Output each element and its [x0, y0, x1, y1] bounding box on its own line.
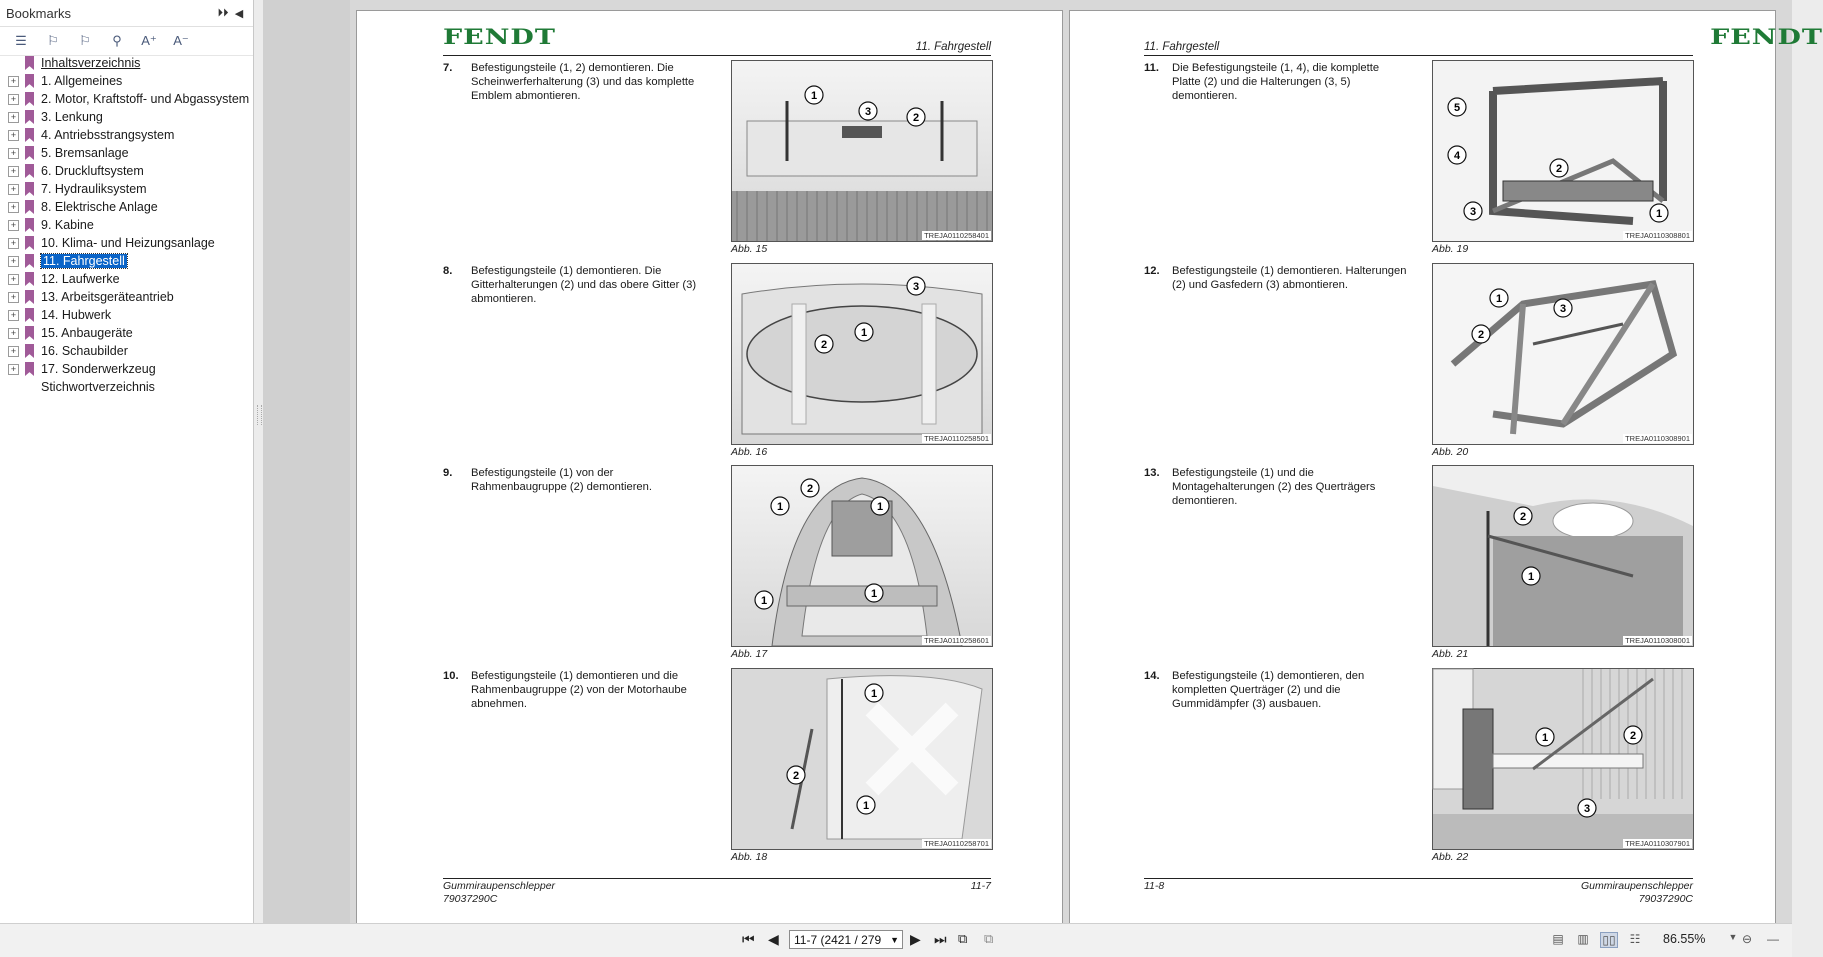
- footer-partno: 79037290C: [1638, 893, 1693, 905]
- step-number: 12.: [1144, 264, 1160, 277]
- figure-illustration: [1433, 466, 1693, 646]
- bookmark-label: Inhaltsverzeichnis: [41, 56, 141, 70]
- page-number-value: 11-7 (2421 / 279: [794, 933, 882, 947]
- zoom-dropdown-icon[interactable]: ▼: [1728, 932, 1738, 942]
- figure: [1432, 60, 1694, 242]
- next-page-icon[interactable]: ▶: [910, 931, 921, 947]
- footer-page-number: 11-8: [1144, 880, 1165, 892]
- callout-number: 4: [1453, 150, 1461, 162]
- bookmark-label: 17. Sonderwerkzeug: [41, 362, 156, 376]
- expand-panel-icon[interactable]: ⏵⏵: [217, 6, 229, 19]
- bookmarks-header: [0, 0, 253, 27]
- collapse-panel-icon[interactable]: ◀: [234, 7, 244, 20]
- zoom-out-icon[interactable]: ⊖: [1741, 932, 1753, 946]
- figure-id: TREJA0110308001: [1625, 636, 1690, 645]
- bookmark-label: 3. Lenkung: [41, 110, 103, 124]
- figure-illustration: [1433, 264, 1693, 444]
- bookmark-icon: [25, 236, 34, 250]
- figure: [731, 668, 993, 850]
- bookmark-label: 6. Druckluftsystem: [41, 164, 144, 178]
- footer-left: [443, 880, 555, 906]
- section-title: 11. Fahrgestell: [915, 41, 991, 53]
- bookmark-item[interactable]: [0, 306, 253, 324]
- expand-toggle-icon[interactable]: +: [8, 274, 19, 285]
- zoom-slider[interactable]: —: [1767, 932, 1779, 946]
- callout-number: 1: [1527, 571, 1535, 583]
- expand-toggle-icon[interactable]: +: [8, 166, 19, 177]
- expand-toggle-icon[interactable]: +: [8, 364, 19, 375]
- bookmark-label: 14. Hubwerk: [41, 308, 112, 322]
- instruction-step: [443, 264, 713, 324]
- callout-number: 3: [864, 106, 872, 118]
- step-text: Befestigungsteile (1) von der Rahmenbaugruppe (2) demontieren.: [471, 467, 652, 493]
- go-back-icon[interactable]: ⧉: [958, 931, 968, 946]
- callout-number: 2: [820, 338, 828, 351]
- callout-number: 1: [876, 501, 884, 513]
- callout-number: 2: [1477, 328, 1485, 341]
- footer-partno: 79037290C: [443, 893, 498, 905]
- step-text: Befestigungsteile (1) demontieren. Die Gitterhalterungen (2) und das obere Gitter (3) abmontieren.: [471, 264, 697, 305]
- bookmark-item[interactable]: [0, 234, 253, 252]
- bookmark-item[interactable]: [0, 342, 253, 360]
- bookmark-label: 4. Antriebsstrangsystem: [41, 128, 175, 142]
- font-increase-icon[interactable]: A⁺: [141, 33, 157, 48]
- callout-number: 1: [1495, 292, 1503, 305]
- panel-splitter[interactable]: [257, 405, 262, 425]
- bookmark-label: 8. Elektrische Anlage: [41, 200, 158, 214]
- callout-number: 1: [860, 326, 868, 339]
- figure: [1432, 465, 1694, 647]
- callout-number: 1: [810, 90, 818, 102]
- figure-id: TREJA0110258701: [924, 838, 989, 848]
- bookmark-item[interactable]: [0, 72, 253, 90]
- bookmark-label: 12. Laufwerke: [41, 272, 120, 286]
- bookmark-item[interactable]: [0, 324, 253, 342]
- bookmark-item[interactable]: [0, 378, 253, 396]
- bookmark-label: 9. Kabine: [41, 218, 94, 232]
- footer-rule: [443, 878, 991, 879]
- figure-caption: Abb. 16: [731, 445, 768, 458]
- expand-toggle-icon[interactable]: +: [8, 130, 19, 141]
- figure-id: TREJA0110258401: [924, 231, 989, 240]
- bookmark-item[interactable]: [0, 126, 253, 144]
- bookmarks-title: Bookmarks: [6, 5, 72, 21]
- bookmark-icon: [25, 326, 34, 340]
- callout-number: 1: [1655, 208, 1663, 220]
- bookmark-icon: [25, 272, 34, 286]
- expand-toggle-icon[interactable]: +: [8, 292, 19, 303]
- expand-toggle-icon[interactable]: +: [8, 76, 19, 87]
- figure-illustration: [732, 669, 992, 849]
- bookmark-tree: [0, 54, 253, 396]
- instruction-step: [1144, 61, 1414, 121]
- last-page-icon[interactable]: ⏭: [934, 931, 947, 947]
- bookmark-icon: [25, 362, 34, 376]
- expand-toggle-icon[interactable]: +: [8, 112, 19, 123]
- bookmark-icon: [25, 110, 34, 124]
- figure-caption: Abb. 22: [1432, 850, 1469, 863]
- bookmark-item[interactable]: [0, 360, 253, 378]
- bookmark-icon: [25, 56, 34, 70]
- expand-toggle-icon[interactable]: +: [8, 220, 19, 231]
- zoom-level[interactable]: 86.55%: [1663, 932, 1706, 946]
- two-page-icon[interactable]: ▯▯: [1600, 932, 1618, 948]
- step-number: 14.: [1144, 669, 1160, 682]
- figure-caption: Abb. 19: [1432, 243, 1469, 255]
- bookmark-icon: [25, 182, 34, 196]
- step-text: Befestigungsteile (1) demontieren, den kompletten Querträger (2) und die Gummidämpfer (3) ausbauen.: [1172, 669, 1365, 710]
- callout-number: 2: [806, 483, 814, 495]
- expand-toggle-icon[interactable]: +: [8, 328, 19, 339]
- bookmark-icon: [25, 146, 34, 160]
- figure: [1432, 668, 1694, 850]
- bookmark-label: 1. Allgemeines: [41, 74, 123, 88]
- chevron-down-icon[interactable]: ▼: [890, 935, 899, 945]
- expand-toggle-icon[interactable]: +: [8, 148, 19, 159]
- step-number: 7.: [443, 62, 453, 74]
- outline-icon[interactable]: ☰: [15, 33, 27, 48]
- bookmark-icon: [25, 200, 34, 214]
- figure-caption: Abb. 18: [731, 850, 768, 863]
- bookmark-label: 2. Motor, Kraftstoff- und Abgassystem: [41, 92, 250, 106]
- footer-model: Gummiraupenschlepper: [1580, 880, 1693, 892]
- callout-number: 1: [776, 501, 784, 513]
- callout-number: 2: [1629, 729, 1637, 742]
- bookmark-item[interactable]: [0, 198, 253, 216]
- step-number: 13.: [1144, 467, 1160, 479]
- figure-id: TREJA0110308901: [1625, 433, 1690, 443]
- bookmark-label: Stichwortverzeichnis: [41, 380, 155, 394]
- status-bar: [0, 923, 1792, 957]
- font-decrease-icon[interactable]: A⁻: [173, 33, 189, 48]
- callout-number: 3: [1559, 302, 1567, 315]
- callout-number: 1: [870, 588, 878, 600]
- expand-toggle-icon[interactable]: +: [8, 256, 19, 267]
- bookmark-add-icon[interactable]: ⚐: [47, 33, 59, 48]
- callout-number: 2: [1519, 511, 1527, 523]
- figure-illustration: [732, 61, 992, 241]
- bookmark-label: 11. Fahrgestell: [43, 254, 125, 268]
- expand-toggle-icon[interactable]: +: [8, 94, 19, 105]
- bookmark-item[interactable]: [0, 90, 253, 108]
- callout-number: 2: [1555, 163, 1563, 175]
- figure: [731, 60, 993, 242]
- figure-illustration: [1433, 61, 1693, 241]
- expand-toggle-icon[interactable]: +: [8, 238, 19, 249]
- two-page-continuous-icon[interactable]: ☷: [1629, 932, 1641, 946]
- expand-toggle-icon[interactable]: +: [8, 202, 19, 213]
- figure: [1432, 263, 1694, 445]
- instruction-step: [443, 669, 713, 729]
- figure-caption: Abb. 15: [731, 243, 768, 255]
- footer-model: Gummiraupenschlepper: [443, 880, 556, 892]
- step-text: Befestigungsteile (1) demontieren und die Rahmenbaugruppe (2) von der Motorhaube abnehmen.: [471, 669, 687, 710]
- footer-rule: [1144, 878, 1693, 879]
- bookmark-label: 5. Bremsanlage: [41, 146, 129, 160]
- bookmark-item[interactable]: [0, 288, 253, 306]
- bookmark-icon: [25, 290, 34, 304]
- step-number: 9.: [443, 467, 453, 479]
- figure-illustration: [732, 466, 992, 646]
- step-text: Die Befestigungsteile (1, 4), die komplette Platte (2) und die Halterungen (3, 5) demontieren.: [1172, 62, 1380, 102]
- expand-toggle-icon[interactable]: +: [8, 184, 19, 195]
- step-number: 10.: [443, 669, 459, 682]
- bookmark-icon: [25, 92, 34, 106]
- viewer-margin: [263, 0, 350, 924]
- bookmark-label: 10. Klima- und Heizungsanlage: [41, 236, 215, 250]
- figure-id: TREJA0110258501: [924, 433, 989, 443]
- continuous-icon[interactable]: ▥: [1577, 932, 1589, 946]
- bookmark-item[interactable]: [0, 54, 253, 72]
- bookmark-item[interactable]: [0, 162, 253, 180]
- step-number: 8.: [443, 264, 453, 277]
- instruction-step: [443, 466, 713, 526]
- figure: [731, 263, 993, 445]
- bookmark-label: 13. Arbeitsgeräteantrieb: [41, 290, 174, 304]
- figure-caption: Abb. 20: [1432, 445, 1469, 458]
- expand-toggle-icon[interactable]: +: [8, 346, 19, 357]
- bookmark-item[interactable]: [0, 252, 253, 270]
- instruction-step: [443, 61, 713, 121]
- bookmark-label: 15. Anbaugeräte: [41, 326, 133, 340]
- bookmark-label: 16. Schaubilder: [41, 344, 128, 358]
- step-text: Befestigungsteile (1, 2) demontieren. Die Scheinwerferhalterung (3) und das komplette Emblem abmontieren.: [471, 62, 695, 102]
- bookmark-icon: [25, 164, 34, 178]
- header-rule: [443, 55, 991, 56]
- callout-number: 5: [1453, 102, 1461, 114]
- callout-number: 1: [760, 595, 768, 607]
- bookmark-remove-icon[interactable]: ⚐: [79, 33, 91, 48]
- section-title: 11. Fahrgestell: [1144, 41, 1220, 53]
- figure-id: TREJA0110308801: [1625, 231, 1690, 240]
- single-page-icon[interactable]: ▤: [1552, 932, 1564, 946]
- go-forward-icon[interactable]: ⧉: [984, 931, 994, 946]
- bookmark-item[interactable]: [0, 180, 253, 198]
- step-text: Befestigungsteile (1) demontieren. Halterungen (2) und Gasfedern (3) abmontieren.: [1172, 264, 1407, 291]
- instruction-step: [1144, 466, 1414, 526]
- figure-id: TREJA0110307901: [1625, 838, 1690, 848]
- bookmark-find-icon[interactable]: ⚲: [112, 33, 122, 48]
- instruction-step: [1144, 264, 1414, 324]
- bookmark-item[interactable]: [0, 144, 253, 162]
- figure-illustration: [732, 264, 992, 444]
- bookmark-icon: [25, 308, 34, 322]
- callout-number: 3: [912, 280, 920, 293]
- figure: [731, 465, 993, 647]
- bookmark-icon: [25, 74, 34, 88]
- callout-number: 2: [912, 112, 920, 124]
- callout-number: 1: [862, 799, 870, 812]
- page-11-7: [356, 10, 1063, 926]
- page-number-field[interactable]: [789, 930, 903, 949]
- bookmark-item[interactable]: [0, 270, 253, 288]
- fendt-logo: FENDT: [1710, 25, 1823, 50]
- footer-right: [1581, 880, 1693, 906]
- fendt-logo: FENDT: [443, 25, 556, 50]
- bookmark-icon: [25, 128, 34, 142]
- bookmark-icon: [25, 218, 34, 232]
- bookmark-item[interactable]: [0, 216, 253, 234]
- bookmark-icon: [25, 344, 34, 358]
- header-rule: [1144, 55, 1693, 56]
- figure-caption: Abb. 17: [731, 648, 768, 660]
- callout-number: 3: [1469, 206, 1477, 218]
- bookmarks-panel: [0, 0, 254, 957]
- step-text: Befestigungsteile (1) und die Montagehalterungen (2) des Querträgers demontieren.: [1172, 467, 1376, 507]
- figure-illustration: [1433, 669, 1693, 849]
- page-11-8: [1069, 10, 1823, 926]
- first-page-icon[interactable]: ⏮: [742, 931, 755, 947]
- bookmark-label: 7. Hydrauliksystem: [41, 182, 147, 196]
- bookmark-item[interactable]: [0, 108, 253, 126]
- instruction-step: [1144, 669, 1414, 729]
- step-number: 11.: [1144, 62, 1159, 74]
- bookmark-icon: [25, 254, 34, 268]
- callout-number: 1: [1541, 731, 1549, 744]
- figure-id: TREJA0110258601: [924, 636, 989, 645]
- expand-toggle-icon[interactable]: +: [8, 310, 19, 321]
- callout-number: 3: [1583, 802, 1591, 815]
- previous-page-icon[interactable]: ◀: [768, 931, 779, 947]
- figure-caption: Abb. 21: [1432, 648, 1469, 660]
- callout-number: 1: [870, 687, 878, 700]
- callout-number: 2: [792, 769, 800, 782]
- bookmarks-toolbar: [0, 27, 253, 56]
- footer-page-number: 11-7: [970, 880, 991, 892]
